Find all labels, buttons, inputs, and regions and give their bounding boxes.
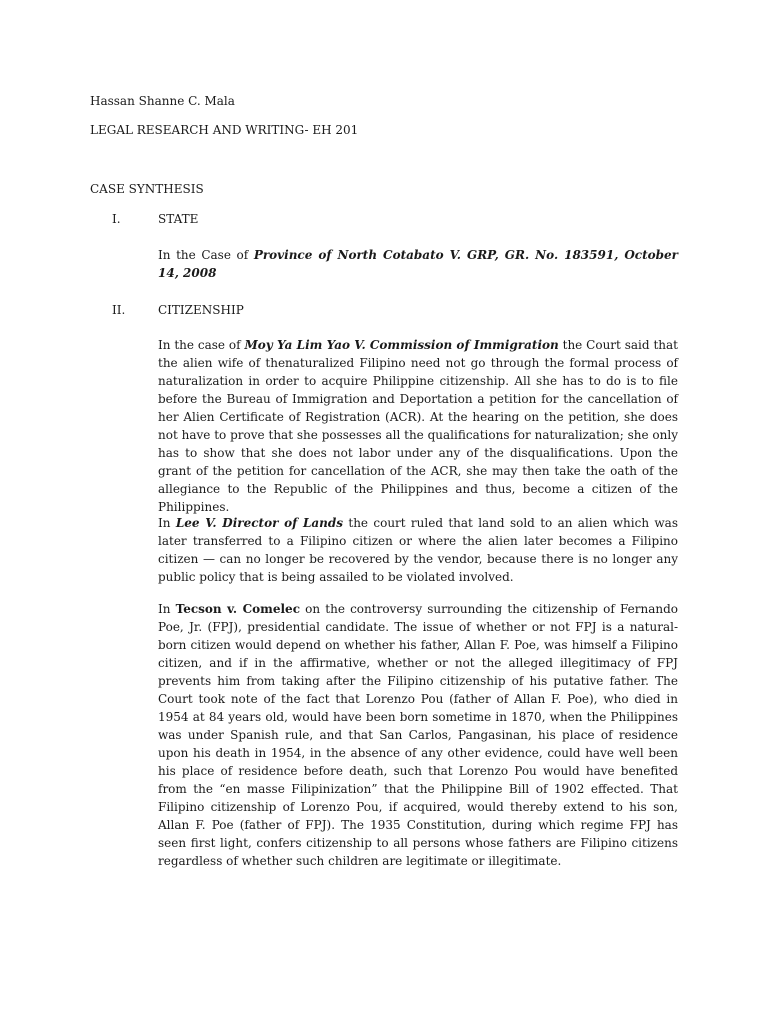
paragraph-lee-director-of-lands xyxy=(158,514,678,586)
paragraph-prefix: In xyxy=(158,516,176,530)
section-title-citizenship: CITIZENSHIP xyxy=(158,303,244,317)
paragraph-body: the Court said that the alien wife of thenaturalized Filipino need not go through the formal process of naturalization in order to acquire Philippine citizenship. All she has to do is to file before the Bureau of Immigration and Deportation a petition for the cancellation of her Alien Certificate of Registration (ACR). At the hearing on the petition, she does not have to prove that she possesses all the qualifications for naturalization; she only has to show that she does not labor under any of the disqualifications. Upon the grant of the petition for cancellation of the ACR, she may then take the oath of the allegiance to the Republic of the Philippines and thus, become a citizen of the Philippines. xyxy=(158,338,678,514)
case-name-tecson-comelec: Tecson v. Comelec xyxy=(175,602,300,616)
case-name-lee-v-director: Lee V. Director of Lands xyxy=(175,516,344,530)
paragraph-prefix: In the case of xyxy=(158,338,245,352)
paragraph-body: the court ruled that land sold to an alien which was later transferred to a Filipino citizen or where the alien later becomes a Filipino citizen — can no longer be recovered by the vendor, because there is no longer any public policy that is being assailed to be violated involved. xyxy=(158,516,678,584)
paragraph-prefix: In the Case of xyxy=(158,248,254,262)
section-number-1: I. xyxy=(112,212,121,226)
case-name-moy-ya-lim-yao: Moy Ya Lim Yao V. Commission of Immigration xyxy=(244,338,559,352)
paragraph-moy-ya-lim-yao xyxy=(158,336,678,516)
document-heading: CASE SYNTHESIS xyxy=(90,182,204,196)
case-name-north-cotabato: Province of North Cotabato V. GRP, GR. No. 183591, October 14, 2008 xyxy=(158,248,678,280)
course-title: LEGAL RESEARCH AND WRITING- EH 201 xyxy=(90,123,359,137)
paragraph-tecson-comelec xyxy=(158,600,678,870)
paragraph-prefix: In xyxy=(158,602,176,616)
paragraph-state-case xyxy=(158,246,678,282)
paragraph-body: on the controversy surrounding the citizenship of Fernando Poe, Jr. (FPJ), presidential candidate. The issue of whether or not FPJ is a natural-born citizen would depend on whether his father, Allan F. Poe, was himself a Filipino citizen, and if in the affirmative, whether or not the alleged illegitimacy of FPJ prevents him from taking after the Filipino citizenship of his putative father. The Court took note of the fact that Lorenzo Pou (father of Allan F. Poe), who died in 1954 at 84 years old, would have been born sometime in 1870, when the Philippines was under Spanish rule, and that San Carlos, Pangasinan, his place of residence upon his death in 1954, in the absence of any other evidence, could have well been his place of residence before death, such that Lorenzo Pou would have benefited from the “en masse Filipinization” that the Philippine Bill of 1902 effected. That Filipino citizenship of Lorenzo Pou, if acquired, would thereby extend to his son, Allan F. Poe (father of FPJ). The 1935 Constitution, during which regime FPJ has seen first light, confers citizenship to all persons whose fathers are Filipino citizens regardless of whether such children are legitimate or illegitimate. xyxy=(158,602,678,868)
author-name: Hassan Shanne C. Mala xyxy=(90,94,235,108)
section-title-state: STATE xyxy=(158,212,199,226)
section-number-2: II. xyxy=(112,303,126,317)
